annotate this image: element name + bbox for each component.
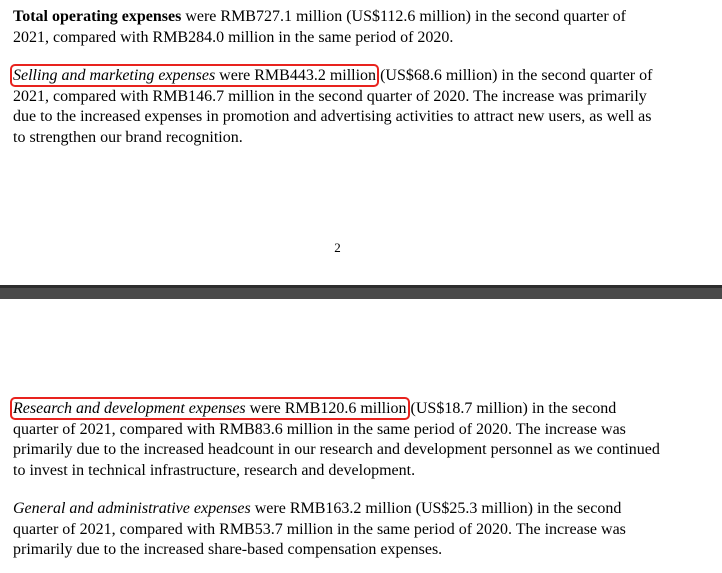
paragraph-total-operating-expenses	[13, 7, 713, 48]
selling-marketing-highlight-value: were RMB443.2 million	[215, 67, 377, 84]
paragraph-research-development	[13, 399, 713, 481]
research-development-text-line2: quarter of 2021, compared with RMB83.6 million in the same period of 2020. The increase was	[13, 420, 626, 438]
total-operating-expenses-heading: Total operating expenses	[13, 8, 182, 25]
selling-marketing-highlight-box	[13, 67, 376, 84]
total-operating-expenses-text-line2: 2021, compared with RMB284.0 million in the same period of 2020.	[13, 28, 454, 46]
selling-marketing-heading: Selling and marketing expenses	[13, 67, 216, 84]
research-development-highlight-box	[13, 400, 407, 417]
selling-marketing-text-line1: (US$68.6 million) in the second quarter of	[376, 67, 653, 84]
general-administrative-text-line3: primarily due to the increased share-based compensation expenses.	[13, 541, 443, 558]
general-administrative-text-line2: quarter of 2021, compared with RMB53.7 million in the same period of 2020. The increase was	[13, 520, 626, 538]
page-break-divider	[0, 285, 722, 299]
paragraph-general-administrative	[13, 499, 713, 561]
research-development-heading: Research and development expenses	[13, 400, 246, 417]
selling-marketing-text-line3: due to the increased expenses in promotion and advertising activities to attract new users, as well as	[13, 108, 652, 125]
general-administrative-heading: General and administrative expenses	[13, 500, 251, 517]
research-development-highlight-value: were RMB120.6 million	[245, 400, 407, 417]
general-administrative-text-line1: were RMB163.2 million (US$25.3 million) in the second	[250, 500, 622, 517]
total-operating-expenses-text-line1: were RMB727.1 million (US$112.6 million) in the second quarter of	[181, 8, 626, 25]
page-number: 2	[334, 240, 341, 255]
selling-marketing-text-line2: 2021, compared with RMB146.7 million in the second quarter of 2020. The increase was primarily	[13, 87, 647, 105]
research-development-text-line3: primarily due to the increased headcount in our research and development personnel as we continued	[13, 441, 660, 458]
research-development-text-line1: (US$18.7 million) in the second	[406, 400, 617, 417]
research-development-text-line4: to invest in technical infrastructure, research and development.	[13, 461, 416, 479]
selling-marketing-text-line4: to strengthen our brand recognition.	[13, 128, 243, 146]
paragraph-selling-marketing	[13, 66, 713, 148]
